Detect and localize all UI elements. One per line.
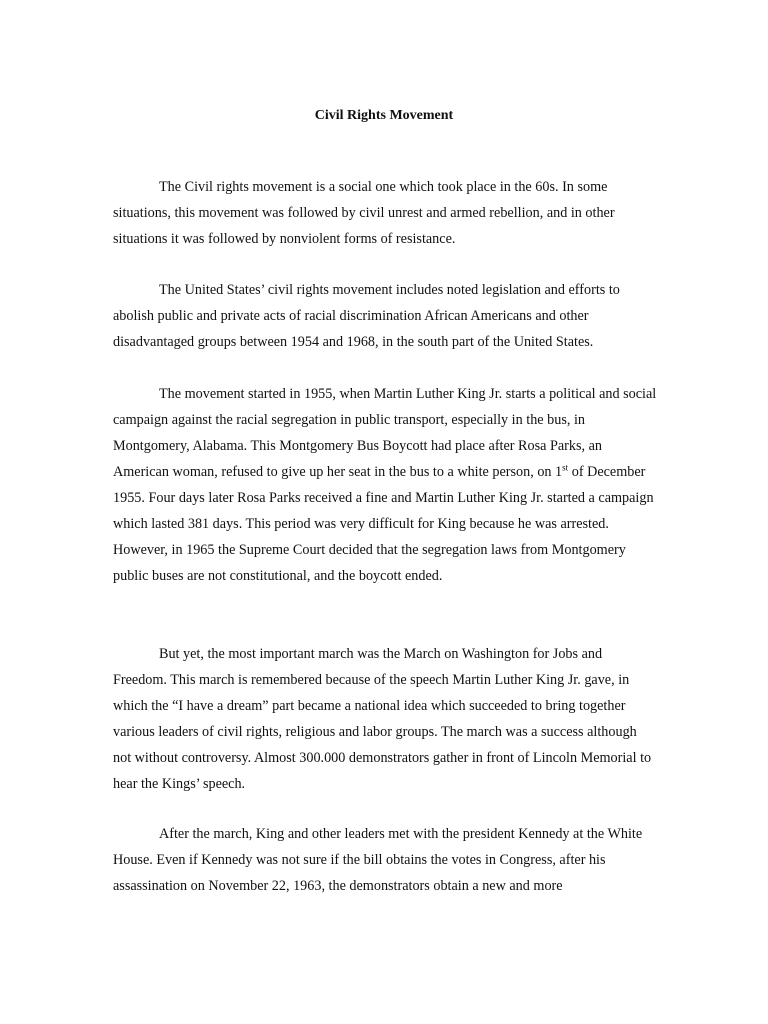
paragraph-4: But yet, the most important march was the March on Washington for Jobs and Freedom. This march is remembered because of the speech Martin Luther King Jr. gave, in which the “I have a dream” part became a national idea which succeeded to bring together various leaders of civil rights, religious and labor groups. The march was a success although not without controversy. Almost 300.000 demonstrators gather in front of Lincoln Memorial to hear the Kings’ speech.	[113, 646, 652, 792]
paragraph-3-text-before: The movement started in 1955, when Martin Luther King Jr. starts a political and social campaign against the racial segregation in public transport, especially in the bus, in Montgomery, Alabama. This Montgomery Bus Boycott had place after Rosa Parks, an American woman, refused to give up her seat in the bus to a white person, on 1	[113, 386, 657, 480]
paragraph-2: The United States’ civil rights movement includes noted legislation and efforts to abolish public and private acts of racial discrimination African Americans and other disadvantaged groups between 1954 and 1968, in the south part of the United States.	[113, 282, 620, 350]
paragraph-1: The Civil rights movement is a social one which took place in the 60s. In some situations, this movement was followed by civil unrest and armed rebellion, and in other situations it was followed by nonviolent forms of resistance.	[113, 179, 615, 247]
ordinal-superscript: st	[562, 462, 569, 473]
paragraph-3	[113, 381, 658, 589]
document-title: Civil Rights Movement	[314, 108, 454, 123]
paragraph-5: After the march, King and other leaders met with the president Kennedy at the White House. Even if Kennedy was not sure if the bill obtains the votes in Congress, after his assassination on November 22, 1963, the demonstrators obtain a new and more	[113, 826, 643, 894]
paragraph-3-text-after: of December 1955. Four days later Rosa Parks received a fine and Martin Luther King Jr. started a campaign which lasted 381 days. This period was very difficult for King because he was arrested. However, in 1965 the Supreme Court decided that the segregation laws from Montgomery public buses are not constitutional, and the boycott ended.	[113, 464, 654, 584]
